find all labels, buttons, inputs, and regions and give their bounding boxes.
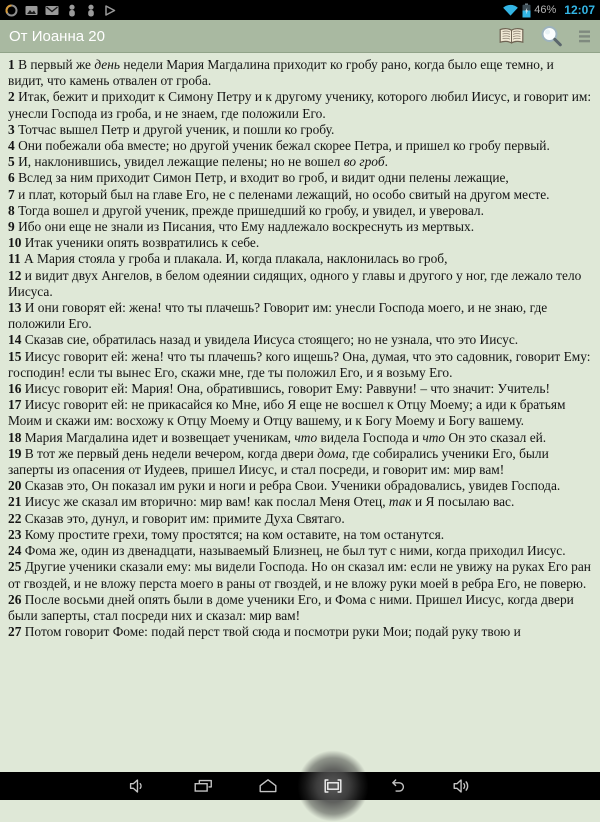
verse-number: 11: [8, 251, 21, 267]
verse: 21 Иисус же сказал им вторично: мир вам! как послал Меня Отец, так и Я посылаю вас.: [8, 494, 515, 510]
verse: 6 Вслед за ним приходит Симон Петр, и входит во гроб, и видит одни пелены лежащие,: [8, 170, 509, 186]
verse: 10 Итак ученики опять возвратились к себе.: [8, 235, 260, 251]
verse: 15 Иисус говорит ей: жена! что ты плачешь? кого ищешь? Она, думая, что это садовник, говорит Ему: господин! если ты вынес Его, скажи мне, где ты положил Его, и я возьму Его.: [8, 348, 591, 380]
open-book-button[interactable]: [498, 27, 525, 46]
verse: 26 После восьми дней опять были в доме ученики Его, и Фома с ними. Пришел Иисус, когда двери были заперты, стал посреди них и сказал: мир вам!: [8, 591, 574, 623]
verse-number: 17: [8, 397, 22, 413]
verse-number: 13: [8, 300, 22, 316]
verse-number: 4: [8, 138, 15, 154]
verse-number: 26: [8, 591, 22, 607]
notification-icons: [5, 4, 502, 17]
overflow-menu-button[interactable]: [578, 29, 591, 44]
screenshot-icon: [25, 4, 38, 17]
verse-number: 27: [8, 624, 22, 640]
verse: 14 Сказав сие, обратилась назад и увидела Иисуса стоящего; но не узнала, что это Иисус.: [8, 332, 519, 348]
verse: 16 Иисус говорит ей: Мария! Она, обратившись, говорит Ему: Раввуни! – что значит: Учитель!: [8, 381, 550, 397]
battery-percent: 46%: [534, 4, 557, 16]
person-icon: [85, 4, 97, 17]
dual-window-button[interactable]: [322, 775, 344, 797]
verse-number: 6: [8, 170, 15, 186]
back-button[interactable]: [386, 775, 408, 797]
battery-circle-icon: [5, 4, 18, 17]
scripture-text-area[interactable]: [0, 54, 600, 800]
person-icon: [66, 4, 78, 17]
verse-number: 25: [8, 559, 22, 575]
page-title: От Иоанна 20: [9, 27, 105, 45]
status-bar: [0, 0, 600, 20]
verse: 11 А Мария стояла у гроба и плакала. И, когда плакала, наклонилась во гроб,: [8, 251, 448, 267]
verse-number: 15: [8, 348, 22, 364]
verse-number: 7: [8, 186, 15, 202]
verse: 1 В первый же день недели Мария Магдалина приходит ко гробу рано, когда было еще темно, и видит, что камень отвален от гроба.: [8, 57, 554, 89]
home-button[interactable]: [257, 775, 279, 797]
verse-number: 3: [8, 121, 15, 137]
verse-number: 20: [8, 478, 22, 494]
verse: 19 В тот же первый день недели вечером, когда двери дома, где собирались ученики Его, были заперты из опасения от Иудеев, пришел Иисус, и стал посреди, и говорит им: мир вам!: [8, 445, 549, 478]
recents-button[interactable]: [192, 775, 214, 797]
clock: 12:07: [564, 3, 595, 17]
verse-number: 12: [8, 267, 22, 283]
wifi-icon: [502, 3, 519, 17]
verse-number: 21: [8, 494, 22, 510]
verse-number: 10: [8, 235, 22, 251]
verse-number: 5: [8, 154, 15, 170]
verse: 3 Тотчас вышел Петр и другой ученик, и пошли ко гробу.: [8, 121, 335, 137]
verse: 4 Они побежали оба вместе; но другой ученик бежал скорее Петра, и пришел ко гробу первый.: [8, 138, 550, 154]
verse: 22 Сказав это, дунул, и говорит им: примите Духа Святаго.: [8, 510, 345, 526]
verse: 24 Фома же, один из двенадцати, называемый Близнец, не был тут с ними, когда приходил Иисус.: [8, 543, 566, 559]
verse: 9 Ибо они еще не знали из Писания, что Ему надлежало воскреснуть из мертвых.: [8, 219, 475, 235]
verse-number: 1: [8, 57, 15, 72]
verse: 7 и плат, который был на главе Его, не с пеленами лежащий, но особо свитый на другом месте.: [8, 186, 550, 202]
verse: 27 Потом говорит Фоме: подай перст твой сюда и посмотри руки Мои; подай руку твою и: [8, 624, 521, 640]
email-icon: [45, 4, 59, 17]
verse: 12 и видит двух Ангелов, в белом одеянии сидящих, одного у главы и другого у ног, где лежало тело Иисуса.: [8, 267, 582, 299]
overflow-menu-icon: [578, 29, 591, 44]
verse: 2 Итак, бежит и приходит к Симону Петру и к другому ученику, которого любил Иисус, и говорит им: унесли Господа из гроба, и не знаем, где положили Его.: [8, 89, 592, 121]
verse-number: 18: [8, 429, 22, 445]
verse-number: 16: [8, 381, 22, 397]
verse: 17 Иисус говорит ей: не прикасайся ко Мне, ибо Я еще не восшел к Отцу Моему; а иди к братьям Моим и скажи им: восхожу к Отцу Моему и Отцу вашему, и к Богу Моему и Богу вашему.: [8, 397, 566, 429]
verse: 25 Другие ученики сказали ему: мы видели Господа. Но он сказал им: если не увижу на руках Его ран от гвоздей, и не вложу перста моего в раны от гвоздей, и не вложу руки моей в ребра Его, не поверю.: [8, 559, 591, 591]
verse-number: 19: [8, 445, 22, 461]
search-button[interactable]: [540, 25, 563, 48]
verse: 20 Сказав это, Он показал им руки и ноги и ребра Свои. Ученики обрадовались, увидев Господа.: [8, 478, 561, 494]
search-icon: [540, 25, 563, 48]
status-indicators: [502, 0, 595, 20]
open-book-icon: [498, 27, 525, 46]
battery-icon: [522, 3, 531, 18]
verse: 23 Кому простите грехи, тому простятся; на ком оставите, на том останутся.: [8, 526, 445, 542]
verse: 8 Тогда вошел и другой ученик, прежде пришедший ко гробу, и увидел, и уверовал.: [8, 202, 484, 218]
verse-number: 8: [8, 202, 15, 218]
verse-number: 24: [8, 543, 22, 559]
app-bar: [0, 20, 600, 53]
verse-number: 2: [8, 89, 15, 105]
verse: 5 И, наклонившись, увидел лежащие пелены; но не вошел во гроб.: [8, 154, 388, 170]
verse-number: 9: [8, 219, 15, 235]
verse-number: 23: [8, 526, 22, 542]
volume-up-button[interactable]: [451, 775, 473, 797]
verse: 18 Мария Магдалина идет и возвещает ученикам, что видела Господа и что Он это сказал ей.: [8, 429, 547, 445]
volume-down-button[interactable]: [126, 775, 148, 797]
verse: 13 И они говорят ей: жена! что ты плачешь? Говорит им: унесли Господа моего, и не знаю, где положили Его.: [8, 300, 548, 332]
verse-number: 22: [8, 510, 22, 526]
play-icon: [104, 4, 116, 17]
android-nav-bar: [0, 772, 600, 800]
verse-number: 14: [8, 332, 22, 348]
